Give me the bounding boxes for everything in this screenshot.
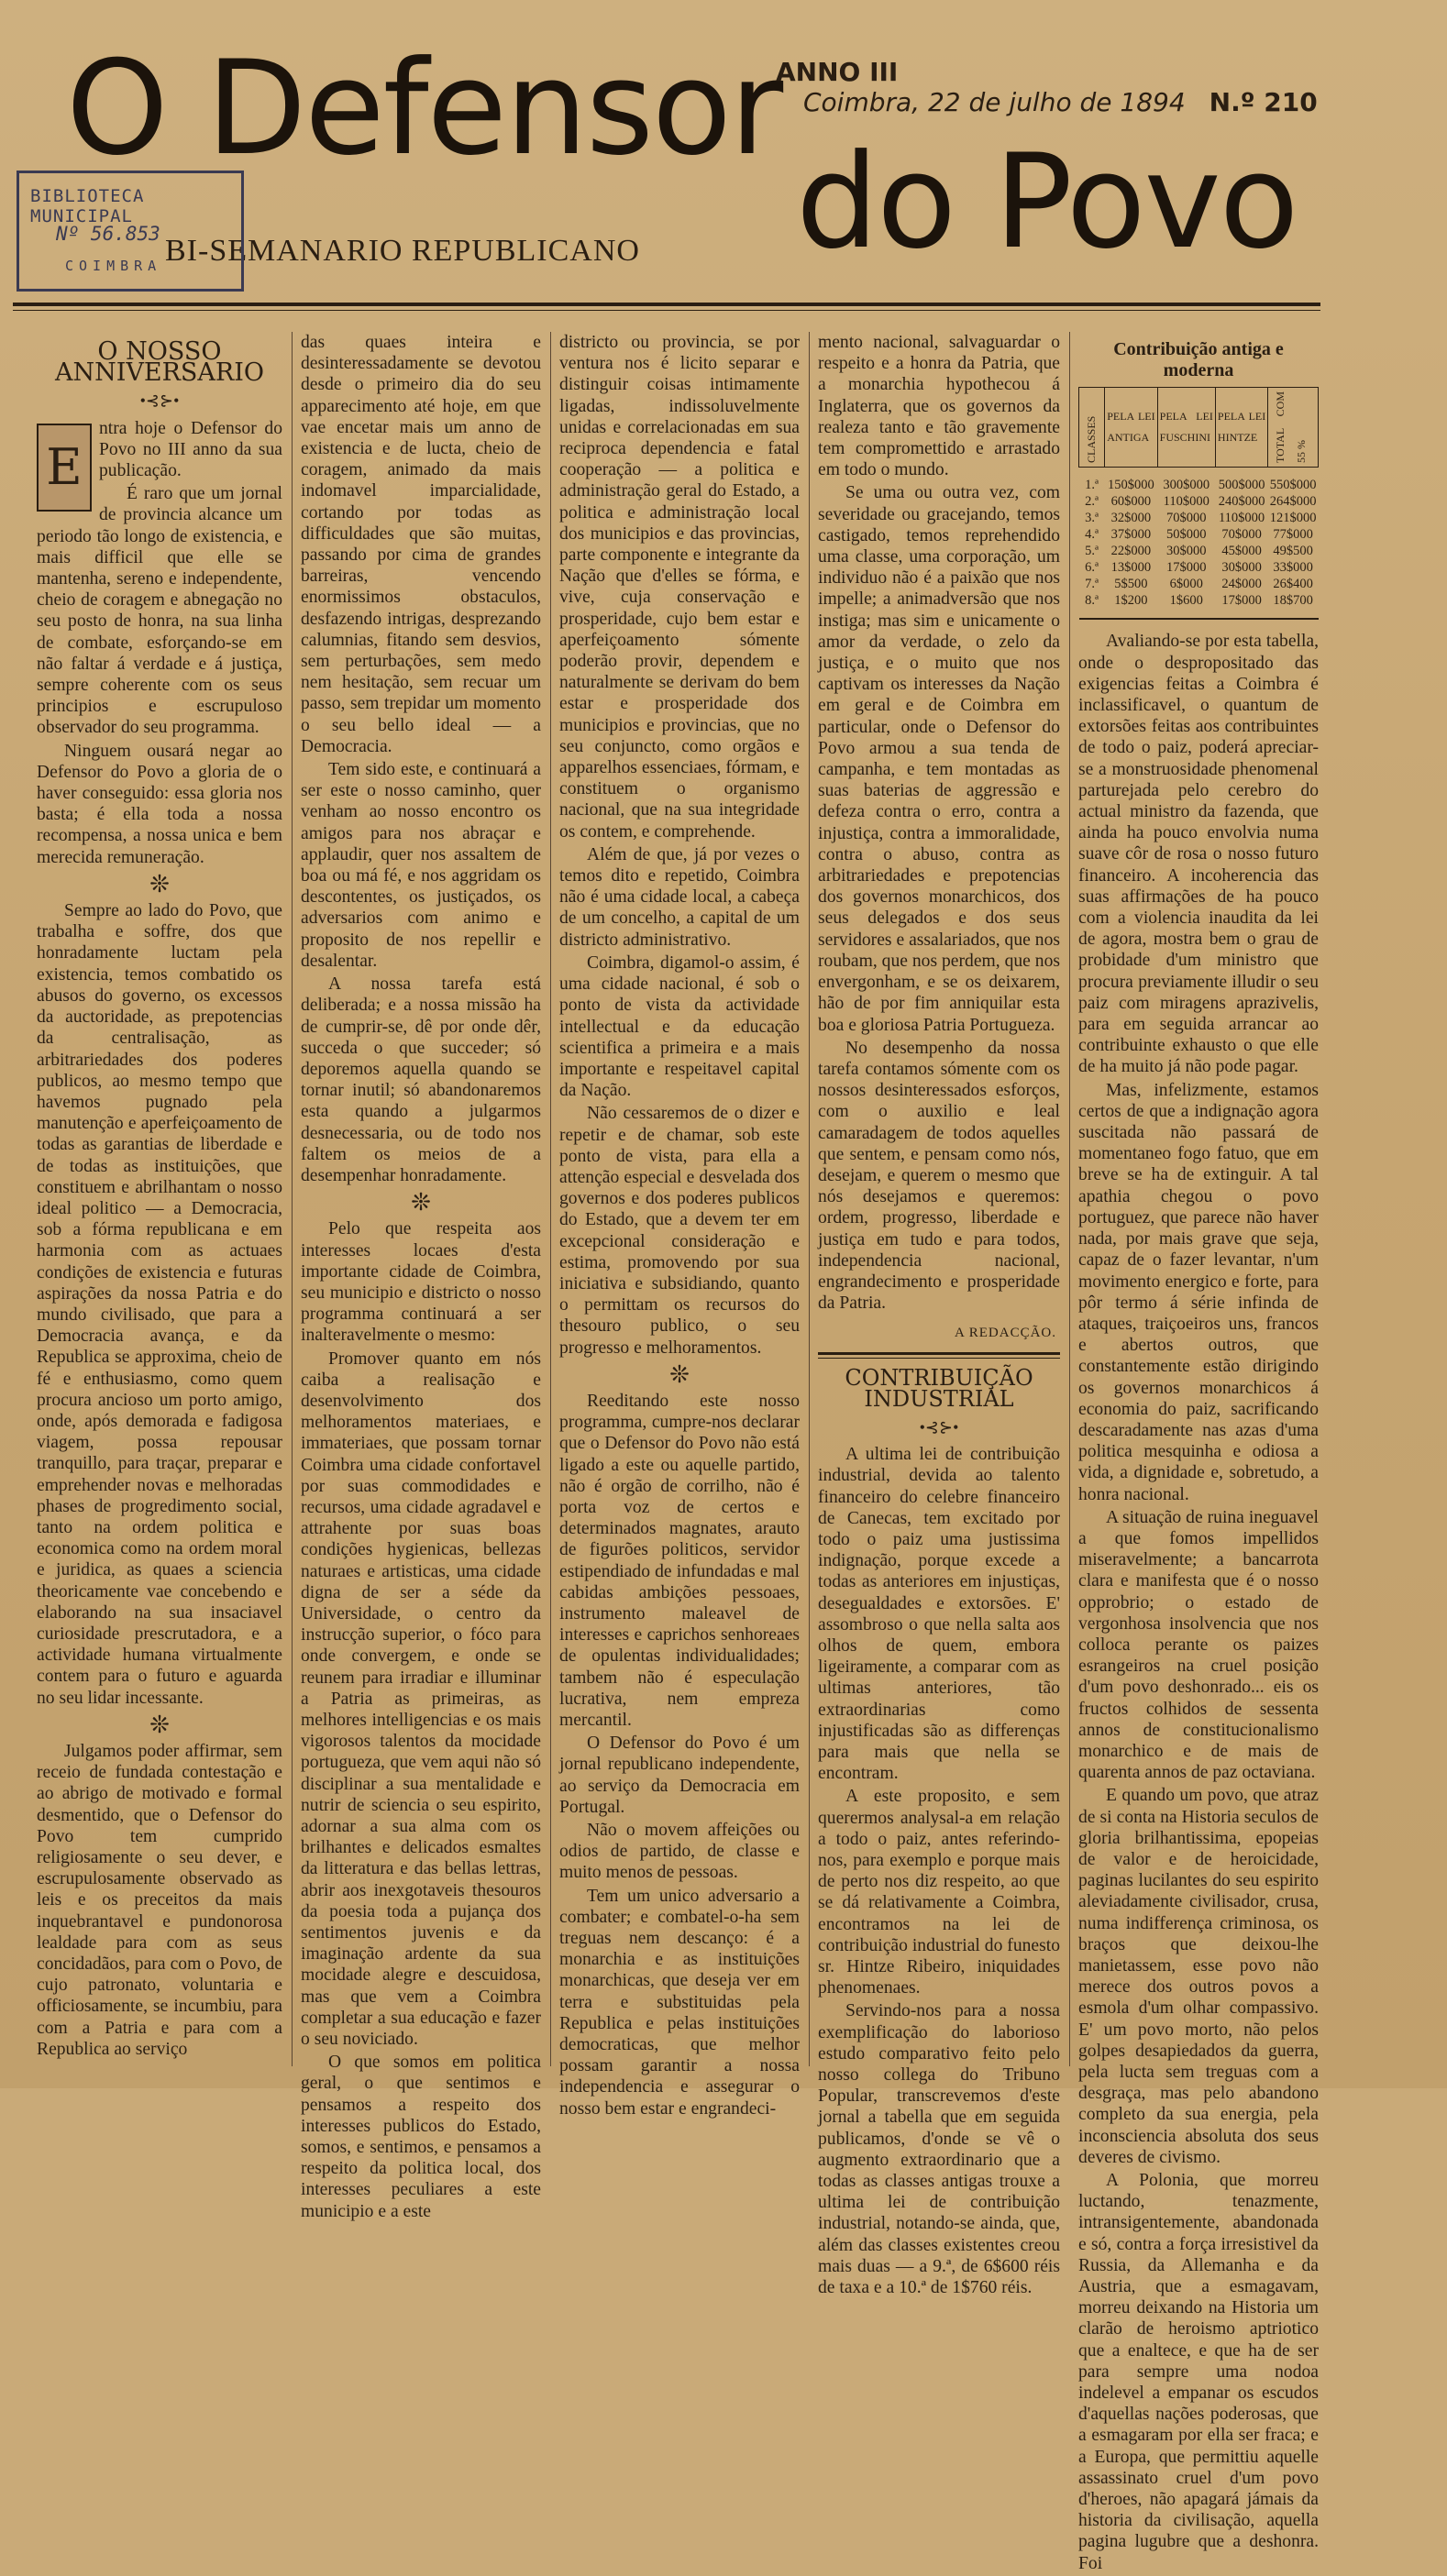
table-cell: 7.ª (1085, 577, 1099, 592)
article-paragraph: A este proposito, e sem querermos analysal-a em relação a todo o paiz, antes referindo-nos, para exemplo e porque mais de perto nos diz respeito, ao que se dá relativamente a Coimbra, encontramos na lei de contribuição industrial do funesto sr. Hintze Ribeiro, iniquidades phenomenaes. (818, 1787, 1060, 1998)
column-divider (809, 332, 810, 2066)
table-cell: 500$000 (1218, 478, 1265, 493)
article-paragraph (37, 418, 282, 496)
table-cell: 4.ª (1085, 527, 1099, 543)
article-paragraph: das quaes inteira e desinteressadamente se devotou desde o primeiro dia do seu apparecimento até hoje, em que vae encetar mais um anno de existencia e de lucta, cheio de coragem, animado da mais indomavel imparcialidade, cortando por todas as difficuldades que são muitas, passando por cima de grandes barreiras, vencendo enormissimos obstaculos, desfazendo intrigas, desprezando calumnias, fitando sem desvios, sem perturbações, sem medo nem hesitação, sem recuar um passo, sem trepidar um momento o seu bello ideal — a Democracia. (301, 333, 541, 756)
table-cell: 30$000 (1221, 560, 1262, 576)
article-paragraph: Sempre ao lado do Povo, que trabalha e soffre, dos que honradamente luctam pela existencia, temos combatido os abusos do governo, os excessos da auctoridade, as prepotencias da centralisação, as arbitrariedades dos poderes publicos, ao mesmo tempo que havemos pugnado pela manutenção e aperfeiçoamento de todas as garantias de liberdade e de todas as instituições, que constituem e abrilhantam o nosso ideal politico — a Democracia, sob a fórma republicana e em harmonia com as actuaes condições de existencia e futuras aspirações da nossa Patria e do mundo civilisado, que para a Democracia avança, e da Republica se approxima, cheio de fé e enthusiasmo, como quem procura ancioso um porto amigo, onde, após demorada e fadigosa viagem, possa repousar tranquillo, para traçar, preparar e emprehender novas e melhoradas phases de progredimento social, tanto na ordem politica e economica como na ordem moral e juridica, as quaes a sciencia theoricamente vae concebendo e elaborando na sua insaciavel curiosidade prescrutadora, e a actividade humana virtualmente contem para o futuro e aguarda no seu lidar incessante. (37, 901, 282, 1708)
table-cell: 150$000 (1108, 478, 1154, 493)
table-cell: 70$000 (1221, 527, 1262, 543)
table-cell: 60$000 (1110, 494, 1152, 510)
table-header-row (1079, 388, 1319, 468)
table-cell: 240$000 (1218, 494, 1265, 510)
column-5 (1078, 332, 1319, 2576)
stamp-city: COIMBRA (65, 258, 162, 274)
table-cell: 5$500 (1114, 577, 1148, 592)
article-paragraph: Avaliando-se por esta tabella, onde o despropositado das exigencias feitas a Coimbra é inclassificavel, o quantum de extorsões feitas aos contribuintes de todo o paiz, poderá apreciar-se a monstruosidade phenomenal parturejada pelo cerebro do actual ministro da fazenda, que ainda ha pouco envolvia numa suave côr de rosa o nosso futuro financeiro. A incoherencia das suas affirmações de ha pouco com a violencia inaudita da lei de agora, mostra bem o grau de probidade d'um ministro que procura previamente illudir o seu paiz com miragens aprazivelis, para em seguida arrancar ao contribuinte exhausto o que elle de ha muito já não pode pagar. (1078, 632, 1319, 1077)
article-separator (818, 1352, 1060, 1359)
issue-number: N.º 210 (1209, 87, 1318, 117)
table-cell: 3.ª (1085, 511, 1099, 526)
table-title: Contribuição antiga e moderna (1113, 339, 1284, 381)
asterism-ornament: ❊ (149, 1711, 170, 1738)
table-cell: 110$000 (1218, 511, 1265, 526)
dropcap-letter: E (37, 424, 92, 512)
table-row (1079, 559, 1319, 576)
issue-date: Coimbra, 22 de julho de 1894 (803, 87, 1186, 117)
article-paragraph: E quando um povo, que atraz de si conta na Historia seculos de gloria brilhantissima, epopeias de valor e de heroicidade, paginas lucilantes do seu espirito aleviadamente civilisador, crusa, numa indifferença criminosa, os braços que deixou-lhe manietassem, esse povo não merece dos outros povos a esmola d'um olhar compassivo. E' um povo morto, não pelos golpes desapiedados da guerra, pela lucta sem treguas com a desgraça, mas pelo abandono completo da sua energia, pela inconsciencia absoluta dos seus deveres de civismo. (1078, 1786, 1319, 2167)
table-cell: 550$000 (1269, 478, 1317, 493)
table-cell: 77$000 (1273, 527, 1313, 543)
article-paragraph: Tem sido este, e continuará a ser este o nosso caminho, quer venham ao nosso encontro os amigos para nos abraçar e applaudir, quer nos assaltem de boa ou má fé, e nos aggridam os descontentes, os justiçados, os adversarios com animo e proposito de nos repellir e desalentar. (301, 760, 541, 971)
masthead-rule (13, 303, 1320, 306)
article-paragraph: Pelo que respeita aos interesses locaes d'esta importante cidade de Coimbra, seu municipio e districto o nosso programma continuará a ser inalteravelmente o mesmo: (301, 1219, 541, 1346)
asterism-ornament: ❊ (669, 1360, 690, 1388)
article-paragraph: No desempenho da nossa tarefa contamos sómente com os nossos desinteressados esforços, com o auxilio e leal camaradagem de todos aquelles que sentem, e pensam como nós, desejam, e querem o mesmo que nós desejamos e queremos: ordem, progresso, liberdade e justiça em tudo e para todos, independencia nacional, engrandecimento e prosperidade da Patria. (818, 1038, 1060, 1314)
masthead-rule-thin (13, 310, 1320, 311)
table-cell: 13$000 (1110, 560, 1152, 576)
article-paragraph: Tem um unico adversario a combater; e combatel-o-ha sem treguas nem descanço: é a monarchia e as instituições monarchicas, que deseja ver em terra e substituidas pela Republica e pelas instituições democraticas, que melhor possam garantir a nossa independencia e assegurar o nosso bem estar e engrandeci- (559, 1886, 800, 2119)
table-header-cell: PELA LEI ANTIGA (1105, 388, 1157, 468)
masthead (0, 0, 1447, 316)
table-cell: 30$000 (1166, 544, 1207, 559)
table-header-cell: PELA LEI HINTZE (1215, 388, 1267, 468)
table-row (1079, 543, 1319, 559)
ornament-divider: •⊰⊱• (139, 391, 180, 411)
article-paragraph: Julgamos poder affirmar, sem receio de fundada contestação e ao abrigo de motivado e formal desmentido, que o Defensor do Povo tem cumprido religiosamente o seu dever, e escrupulosamente observado as leis e os preceitos da mais inquebrantavel e pundonorosa lealdade para com as seus concidadãos, para com o Povo, de cujo patronato, voluntaria e officiosamente, se incumbiu, para com a Patria e para com a Republica ao serviço (37, 1742, 282, 2059)
article-paragraph: O que somos em politica geral, o que sentimos e pensamos a respeito dos interesses publicos do Estado, somos, e sentimos, e pensamos a respeito da politica local, dos interesses peculiares a este municipio e a este (301, 2053, 541, 2221)
table-cell: 121$000 (1269, 511, 1317, 526)
table-cell: 50$000 (1166, 527, 1207, 543)
table-cell: 6$000 (1169, 577, 1203, 592)
column-4 (818, 332, 1060, 2300)
table-cell: 17$000 (1166, 560, 1207, 576)
column-2 (301, 332, 541, 2224)
newspaper-title-line1: O Defensor (66, 33, 782, 184)
table-header-cell: CLASSES (1079, 388, 1105, 468)
table-cell: 5.ª (1085, 544, 1099, 559)
table-cell: 2.ª (1085, 494, 1099, 510)
issue-meta (776, 57, 1326, 117)
article-signature: A REDACÇÃO. (954, 1326, 1056, 1341)
article-paragraph: Coimbra, digamol-o assim, é uma cidade nacional, é sob o ponto de vista da actividade intellectual e da educação scientifica a primeira e a mais importante e respeitavel capital da Nação. (559, 952, 800, 1101)
table-cell: 17$000 (1221, 593, 1262, 609)
table-row (1079, 576, 1319, 592)
table-cell: 264$000 (1269, 494, 1317, 510)
column-3 (559, 332, 800, 2121)
issue-year: ANNO III (776, 57, 899, 87)
stamp-number: Nº 56.853 (56, 223, 160, 245)
library-stamp (17, 171, 244, 292)
ornament-divider: •⊰⊱• (919, 1417, 959, 1437)
article-paragraph: Reeditando este nosso programma, cumpre-nos declarar que o Defensor do Povo não está ligado a este ou aquelle partido, não é orgão de corrilho, não é porta voz de certos e determinados magnates, arauto de figurões politicos, servidor estipendiado de infundadas e mal cabidas ambições pessoaes, instrumento maleavel de interesses e caprichos senhoreaes de opulentas individualidades; tambem não é especulação lucrativa, nem empreza mercantil. (559, 1391, 800, 1730)
article-paragraph: mento nacional, salvaguardar o respeito e a honra da Patria, que a monarchia hypothecou á Inglaterra, que os governos da realeza tanto e tão gravemente tem compromettido e arrastado em todo o mundo. (818, 333, 1060, 480)
table-body (1079, 468, 1319, 620)
column-divider (292, 332, 293, 2066)
newspaper-title-line2: do Povo (796, 127, 1298, 278)
table-cell: 1$200 (1114, 593, 1148, 609)
table-cell: 110$000 (1163, 494, 1210, 510)
column-divider (550, 332, 551, 2066)
table-row (1079, 510, 1319, 526)
newspaper-subtitle: BI-SEMANARIO REPUBLICANO (165, 234, 640, 268)
article-paragraph: A Polonia, que morreu luctando, tenazmente, intransigentemente, abandonada e só, contra a força irresistivel da Russia, da Allemanha e da Austria, que a esmagavam, morreu deixando na Historia um clarão de heroismo aptriotico que a enaltece, e que ha de ser para sempre uma nodoa indelevel a empanar os escudos d'aquellas nações poderosas, que a esmagaram por ella ser fraca; e a Europa, que permittiu aquelle assassinato cruel d'um povo d'heroes, não apagará jámais da historia da civilisação, aquella pagina lugubre que a deshonra. Foi (1078, 2171, 1319, 2573)
table-cell: 1$600 (1169, 593, 1203, 609)
asterism-ornament: ❊ (411, 1189, 431, 1216)
contribution-table (1078, 387, 1319, 620)
table-cell: 37$000 (1110, 527, 1152, 543)
paragraph-text: ntra hoje o Defensor do Povo no III anno da sua publicação. (99, 418, 282, 481)
asterism-ornament: ❊ (149, 870, 170, 897)
article-paragraph: Se uma ou outra vez, com severidade ou gracejando, temos castigado, temos reprehendido uma classe, uma corporação, um individuo não é a paixão que nos impelle; a animadversão que nos instiga; mas sim e unicamente o amor da verdade, o zelo da justiça, e o muito que nos captivam os interesses da Nação em geral e de Coimbra em particular, onde o Defensor do Povo armou a sua tenda de campanha, e tem montadas as suas baterias de aggressão e defeza contra o erro, contra a injustiça, contra a immoralidade, contra o abuso, contra as arbitrariedades e prepotencias dos governos monarchicos, dos seus delegados e dos seus servidores e assalariados, que nos roubam, que nos perdem, que nos envergonham, e se os deixarem, hão de por fim anniquilar esta boa e gloriosa Patria Portugueza. (818, 483, 1060, 1035)
table-row (1079, 477, 1319, 493)
table-cell: 1.ª (1085, 478, 1099, 493)
table-cell: 6.ª (1085, 560, 1099, 576)
table-row (1079, 493, 1319, 510)
article-heading-anniversary: O NOSSO ANNIVERSARIO (54, 337, 265, 388)
table-cell: 49$500 (1273, 544, 1313, 559)
table-cell: 8.ª (1085, 593, 1099, 609)
article-paragraph: districto ou provincia, se por ventura nos é licito separar e distinguir coisas intimamente ligadas, indissoluvelmente unidas e correlacionadas em sua reciproca dependencia e fatal cooperação — a politica e administração geral do Estado, a politica e administração local dos municipios e das provincias, parte componente e integrante da Nação que d'elles se fórma, e vive, cuja conservação e prosperidade, cujo bem estar e aperfeiçoamento sómente poderão provir, dependem e naturalmente se derivam do bem estar e prosperidade dos municipios e provincias, que no seu conjuncto, como orgãos e apparelhos essenciaes, fórmam, e constituem o organismo nacional, que na sua integridade os contem, e comprehende. (559, 333, 800, 842)
table-cell: 22$000 (1110, 544, 1152, 559)
article-paragraph: A ultima lei de contribuição industrial, devida ao talento financeiro do celebre financeiro de Canecas, tem excitado por todo o paiz uma justissima indignação, porque excede a todas as anteriores em injustiças, desegualdades e extorsões. E' assombroso o que nella salta aos olhos de quem, embora ligeiramente, a comparar com as ultimas anteriores, tão extraordinarias como injustificadas são as differenças para mais que nella se encontram. (818, 1445, 1060, 1784)
table-row (1079, 592, 1319, 609)
table-cell: 18$700 (1273, 593, 1313, 609)
article-paragraph: A nossa tarefa está deliberada; e a nossa missão ha de cumprir-se, dê por onde dêr, succeda o que succeder; só deporemos aquella quando se tornar inutil; só abandonaremos esta quando a julgarmos desnecessaria, ou de todo nos faltem os meios de a desempenhar honradamente. (301, 974, 541, 1185)
article-paragraph: Servindo-nos para a nossa exemplificação do laborioso estudo comparativo feito pelo nosso collega do Tribuno Popular, transcrevemos d'este jornal a tabella que em seguida publicamos, d'onde se vê o augmento extraordinario que a todas as classes antigas trouxe a ultima lei de contribuição industrial, notando-se ainda, que, além das classes existentes creou mais duas — a 9.ª, de 6$600 réis de taxa e a 10.ª de 1$760 réis. (818, 2001, 1060, 2298)
table-cell: 45$000 (1221, 544, 1262, 559)
article-paragraph: Além de que, já por vezes o temos dito e repetido, Coimbra não é uma cidade local, a cabeça de um concelho, a capital de um districto administrativo. (559, 844, 800, 950)
article-paragraph: A situação de ruina ineguavel a que fomos impellidos miseravelmente; a bancarrota clara e manifesta que é o nosso opprobrio; o estado de vergonhosa insolvencia que nos colloca perante os paizes esrangeiros na cruel posição d'um povo deshonrado... eis os fructos colhidos de sessenta annos de constitucionalismo monarchico e de mais de quarenta annos de paz octaviana. (1078, 1507, 1319, 1783)
article-paragraph: Não cessaremos de o dizer e repetir e de chamar, sob este ponto de vista, para ella a attenção especial e desvelada dos governos e dos poderes publicos do Estado, que a devem ter em excepcional consideração e estima, promovendo por sua iniciativa e subsidiando, quanto o permittam os recursos do thesouro publico, o seu progresso e melhoramentos. (559, 1104, 800, 1358)
table-cell: 32$000 (1110, 511, 1152, 526)
table-cell: 300$000 (1163, 478, 1210, 493)
article-paragraph: É raro que um jornal de provincia alcance um periodo tão longo de existencia, e mais difficil que elle se mantenha, sereno e independente, cheio de coragem e abnegação no seu posto de honra, na sua linha de combate, esforçando-se em não faltar á verdade e á justiça, sempre coherente com os seus principios e escrupuloso observador do seu programma. (37, 484, 282, 738)
table-cell: 26$400 (1273, 577, 1313, 592)
table-cell: 33$000 (1273, 560, 1313, 576)
column-divider (1069, 332, 1070, 2066)
article-paragraph: Não o movem affeições ou odios de partido, de classe e muito menos de pessoas. (559, 1821, 800, 1883)
table-row (1079, 526, 1319, 543)
table-cell: 24$000 (1221, 577, 1262, 592)
article-heading-industrial: CONTRIBUIÇÃO INDUSTRIAL (845, 1364, 1033, 1412)
article-paragraph: O Defensor do Povo é um jornal republicano independente, ao serviço da Democracia em Portugal. (559, 1734, 800, 1817)
table-header-cell: PELA LEI FUSCHINI (1157, 388, 1215, 468)
column-1 (37, 332, 282, 2062)
table-cell: 70$000 (1166, 511, 1207, 526)
table-header-cell: TOTAL COM 55 % (1268, 388, 1319, 468)
stamp-library-name: BIBLIOTECA MUNICIPAL (30, 186, 145, 226)
article-paragraph: Mas, infelizmente, estamos certos de que a indignação agora suscitada não passará de momentaneo fogo fatuo, que em breve se ha de extinguir. A tal apathia chegou o povo portuguez, que parece não haver nada, por mais grave que seja, capaz de o fazer levantar, n'um movimento energico e forte, para pôr termo á série infinda de ataques, traiçoeiros uns, francos e abertos outros, que constantemente estão dirigindo os governos monarchicos á economia do paiz, sacrificando descaradamente nas azas d'uma politica mesquinha e odiosa a vida, a dignidade e, sobretudo, a honra nacional. (1078, 1080, 1319, 1504)
article-paragraph: Ninguem ousará negar ao Defensor do Povo a gloria de o haver conseguido: essa gloria nos basta; é ella toda a nossa recompensa, a nossa unica e bem merecida remuneração. (37, 741, 282, 867)
article-paragraph: Promover quanto em nós caiba a realisação e desenvolvimento dos melhoramentos materiaes, e immateriaes, que possam tornar Coimbra uma cidade confortavel por suas commodidades e recursos, uma cidade agradavel e attrahente por suas boas condições hygienicas, bellezas naturaes e artisticas, uma cidade digna de ser a séde da Universidade, o centro da instrucção superior, o fóco para onde convergem, e onde se reunem para irradiar e illuminar a Patria as primeiras, as melhores intelligencias e os mais vigorosos talentos da mocidade portugueza, que vem aqui não só disciplinar a sua mentalidade e nutrir de sciencia o seu espirito, adornar a sua alma com os brilhantes e delicados esmaltes da litteratura e das bellas lettras, abrir aos inexgotaveis thesouros da poesia toda a pujança dos sentimentos juvenis e da imaginação ardente da sua mocidade alegre e descuidosa, mas que vem a Coimbra completar a sua educação e fazer o seu noviciado. (301, 1349, 541, 2050)
